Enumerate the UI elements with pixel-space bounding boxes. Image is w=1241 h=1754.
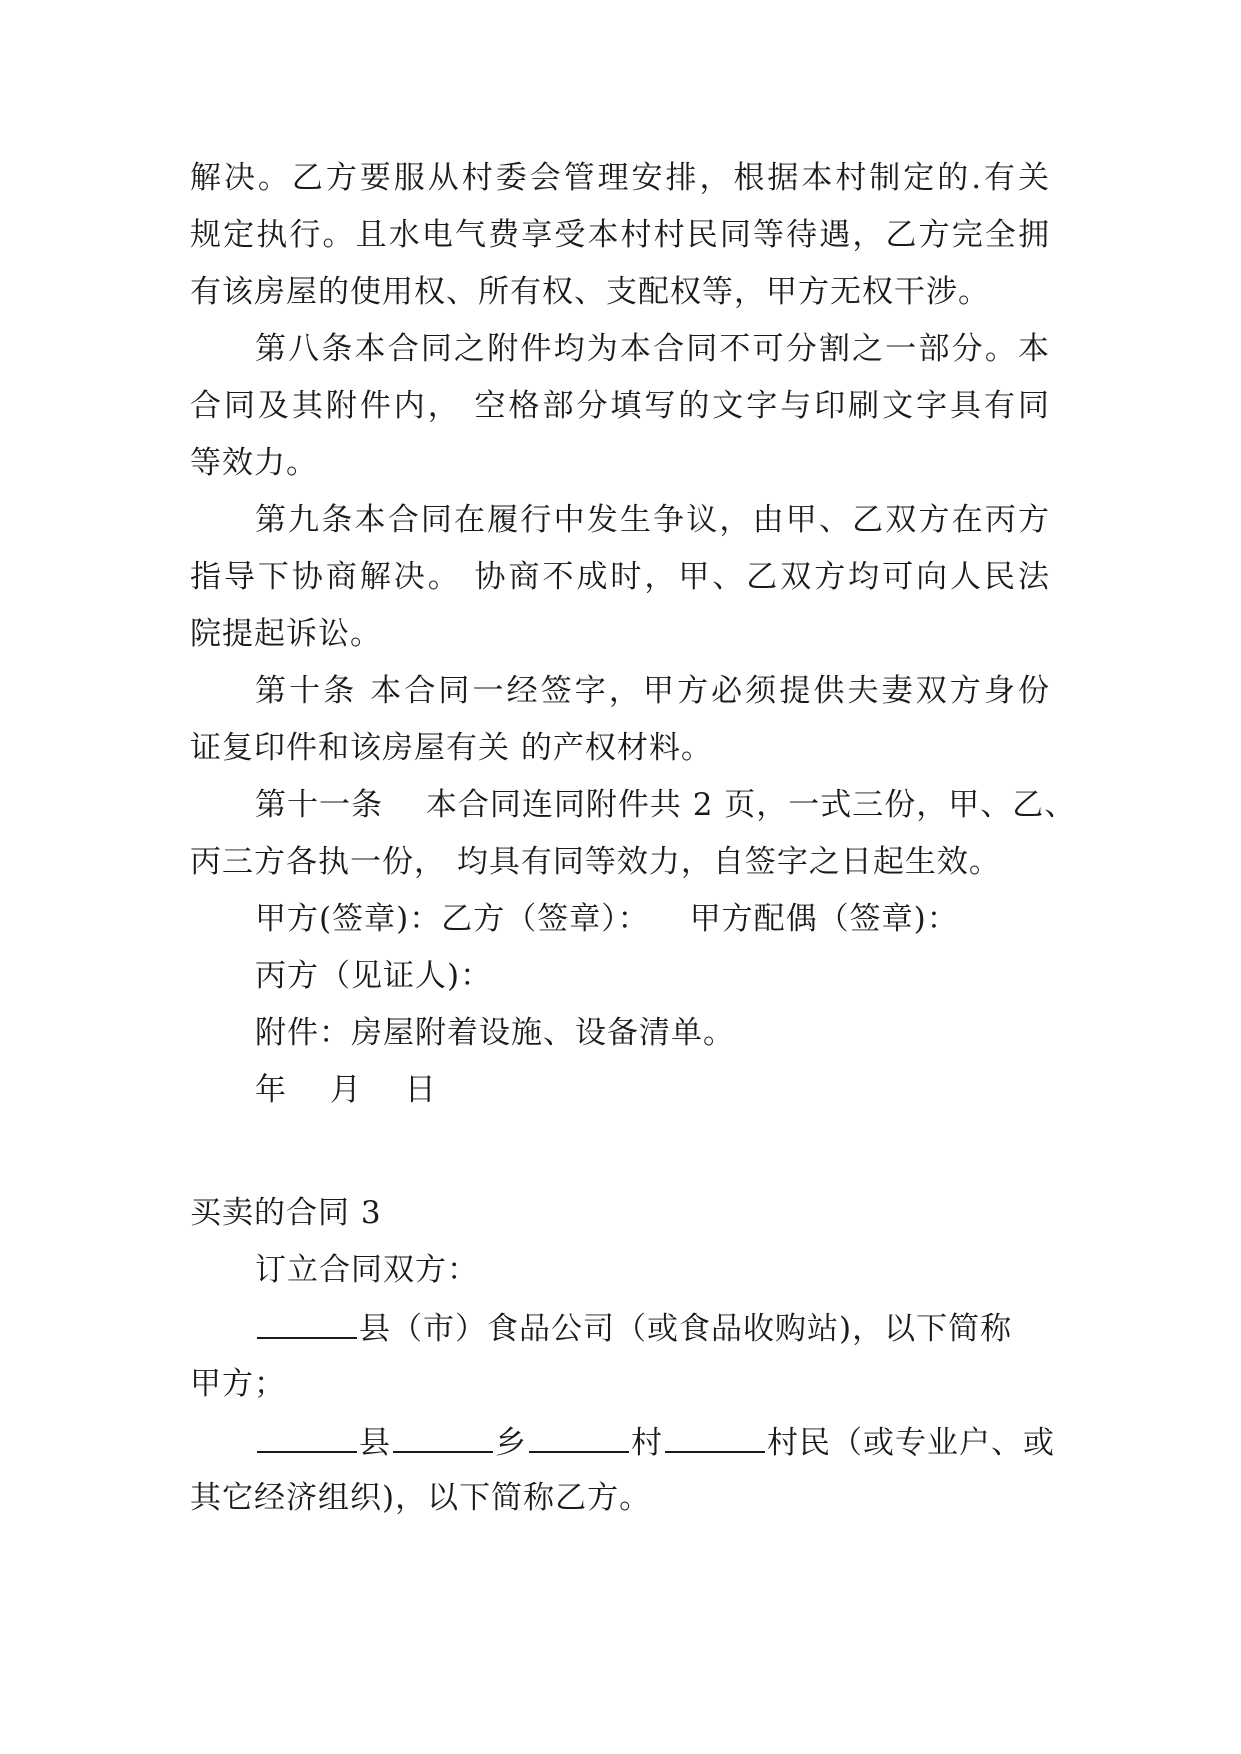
text-line: 解决。乙方要服从村委会管理安排，根据本村制定的.有关 — [190, 160, 1050, 196]
signature-spouse: 甲方配偶（签章)： — [689, 901, 959, 937]
party-b-line — [190, 1421, 1055, 1461]
parties-intro: 订立合同双方： — [255, 1252, 479, 1288]
fill-blank — [529, 1421, 629, 1453]
fill-blank — [257, 1307, 357, 1339]
party-b-rest: 村民（或专业户、或 — [767, 1425, 1055, 1461]
article-8-line: 第八条本合同之附件均为本合同不可分割之一部分。本 — [255, 331, 1050, 367]
party-a-line: 甲方； — [190, 1366, 286, 1402]
fill-blank — [257, 1421, 357, 1453]
contract-title: 买卖的合同 3 — [190, 1195, 382, 1231]
party-a-line — [190, 1307, 1050, 1347]
section-gap — [190, 1127, 1050, 1193]
article-11-line: 丙三方各执一份， 均具有同等效力，自签字之日起生效。 — [190, 844, 1001, 880]
witness-line: 丙方（见证人)： — [255, 958, 493, 994]
attachment-line: 附件：房屋附着设施、设备清单。 — [255, 1015, 735, 1051]
party-a-text: 县（市）食品公司（或食品收购站)，以下简称 — [359, 1311, 1013, 1347]
article-8-line: 合同及其附件内， 空格部分填写的文字与印刷文字具有同 — [190, 388, 1050, 424]
document-body — [190, 158, 1077, 1535]
article-9-line: 院提起诉讼。 — [190, 616, 382, 652]
party-b-county: 县 — [359, 1425, 391, 1461]
article-9-line: 第九条本合同在履行中发生争议，由甲、乙双方在丙方 — [255, 502, 1050, 538]
signature-party-a-b: 甲方(签章)：乙方（签章）： — [255, 901, 650, 937]
article-11-line: 第十一条 本合同连同附件共 2 页，一式三份，甲、乙、 — [255, 787, 1077, 823]
signature-line — [190, 899, 1050, 939]
fill-blank — [665, 1421, 765, 1453]
party-b-line: 其它经济组织)，以下简称乙方。 — [190, 1480, 652, 1516]
party-b-town: 乡 — [495, 1425, 527, 1461]
date-line: 年 月 日 — [255, 1072, 437, 1108]
fill-blank — [393, 1421, 493, 1453]
article-9-line: 指导下协商解决。 协商不成时，甲、乙双方均可向人民法 — [190, 559, 1050, 595]
article-8-line: 等效力。 — [190, 445, 318, 481]
text-line: 规定执行。且水电气费享受本村村民同等待遇，乙方完全拥 — [190, 217, 1050, 253]
party-b-village: 村 — [631, 1425, 663, 1461]
text-line: 有该房屋的使用权、所有权、支配权等，甲方无权干涉。 — [190, 274, 990, 310]
article-10-line: 证复印件和该房屋有关 的产权材料。 — [190, 730, 713, 766]
article-10-line: 第十条 本合同一经签字，甲方必须提供夫妻双方身份 — [255, 673, 1050, 709]
